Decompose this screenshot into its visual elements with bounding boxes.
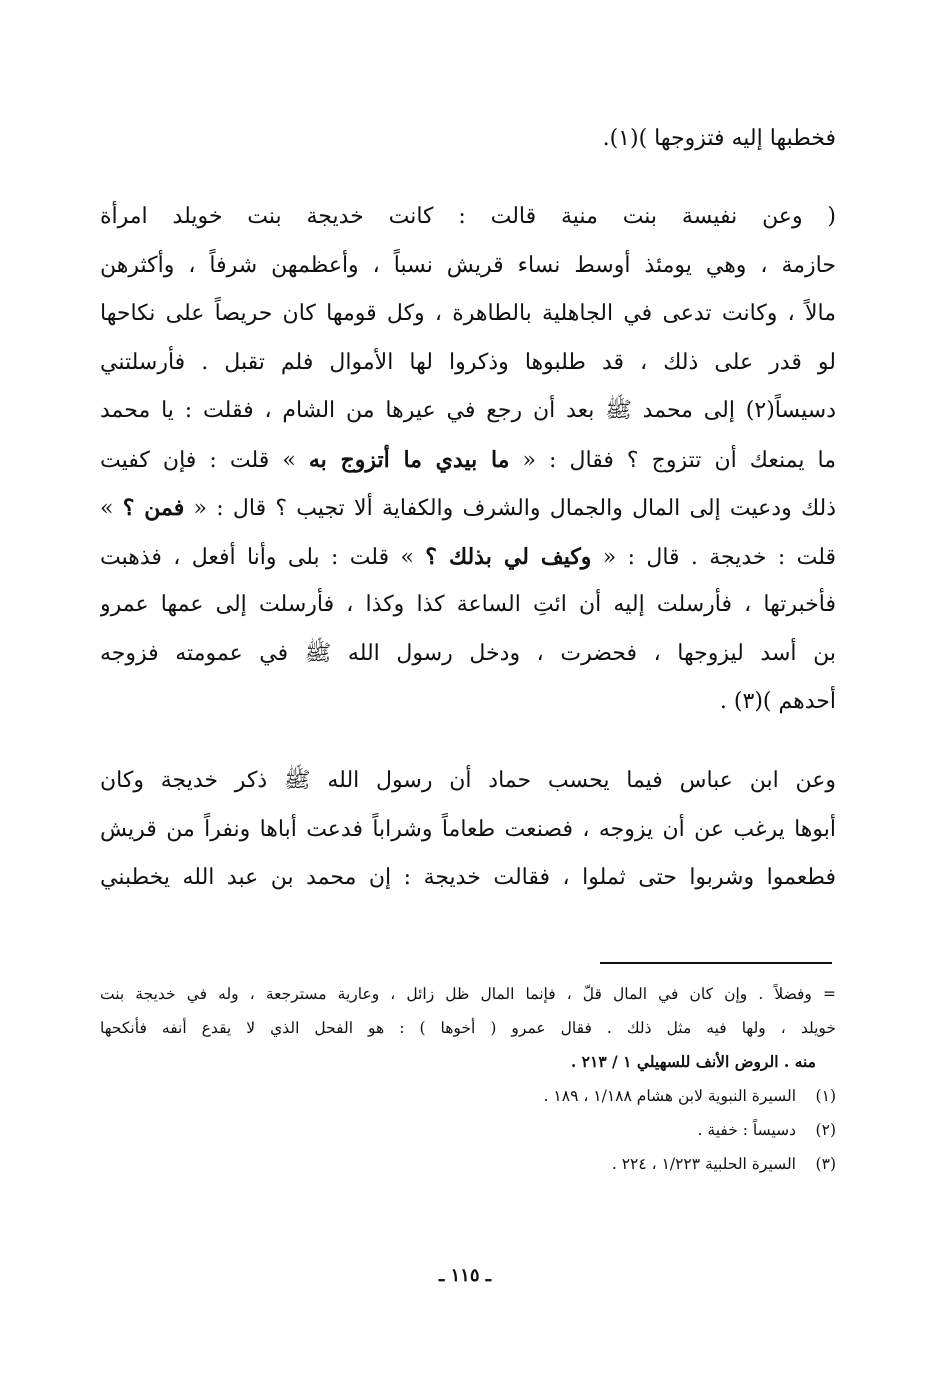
text-line	[100, 533, 836, 582]
text-line: دسيساً(٢) إلى محمد ﷺ بعد أن رجع في عيرها من الشام ، فقلت : يا محمد	[100, 398, 836, 423]
text-line: بن أسد ليزوجها ، فحضرت ، ودخل رسول الله ﷺ في عمومته فزوجه	[100, 640, 836, 666]
footnote-number: (٢)	[815, 1121, 836, 1139]
paragraph-2	[100, 193, 836, 727]
footnote-continued-line: = وفضلاً . وإن كان في المال قلّ ، فإنما المال ظل زائل ، وعارية مسترجعة ، وله في خديجة بنت	[100, 985, 836, 1003]
text-segment: ما يمنعك أن تتزوج ؟ فقال : «	[509, 447, 836, 473]
page-number: ـ ١١٥ ـ	[438, 1265, 492, 1286]
text-line: حازمة ، وهي يومئذ أوسط نساء قريش نسباً ، وأعظمهن شرفاً ، وأكثرهن	[100, 252, 836, 278]
text-line: فأخبرتها ، فأرسلت إليه أن ائتِ الساعة كذا وكذا ، فأرسلت إلى عمها عمرو	[100, 592, 836, 617]
paragraph-1	[100, 115, 836, 164]
text-line	[100, 484, 836, 533]
text-line: وعن ابن عباس فيما يحسب حماد أن رسول الله ﷺ ذكر خديجة وكان	[100, 768, 836, 793]
quoted-speech: وكيف لي بذلك ؟	[425, 543, 592, 570]
text-segment: » قلت : بلى وأنا أفعل ، فذهبت	[100, 544, 426, 570]
text-segment: ذلك ودعيت إلى المال والجمال والشرف والكفاية ألا تجيب ؟ قال : «	[184, 496, 836, 521]
footnote-text: السيرة النبوية لابن هشام ١/١٨٨ ، ١٨٩ .	[543, 1087, 796, 1105]
footnote-2	[100, 1113, 836, 1147]
text-line: فطعموا وشربوا حتى ثملوا ، فقالت خديجة : إن محمد بن عبد الله يخطبني	[100, 865, 836, 890]
footnote-1	[100, 1079, 836, 1113]
footnote-separator	[600, 962, 832, 964]
text-segment: قلت : خديجة . قال : «	[591, 544, 836, 570]
footnotes	[100, 977, 836, 1181]
text-line: أحدهم )(٣) .	[719, 689, 836, 714]
footnote-text: السيرة الحلبية ١/٢٢٣ ، ٢٢٤ .	[611, 1155, 796, 1173]
quoted-speech: ما بيدي ما أتزوج به	[308, 446, 510, 473]
text-line: ( وعن نفيسة بنت منية قالت : كانت خديجة بنت خويلد امرأة	[100, 204, 836, 229]
text-segment: »	[100, 496, 123, 521]
footnote-3	[100, 1147, 836, 1181]
text-segment: » قلت : فإن كفيت	[100, 447, 309, 473]
footnote-number: (١)	[815, 1087, 836, 1105]
text-line: فخطبها إليه فتزوجها )(١).	[602, 126, 836, 151]
text-line	[100, 436, 836, 485]
footnote-source-line: منه . الروض الأنف للسهيلي ١ / ٢١٣ .	[570, 1052, 816, 1071]
text-line: مالاً ، وكانت تدعى في الجاهلية بالطاهرة ، وكل قومها كان حريصاً على نكاحها	[100, 301, 836, 326]
footnote-text: دسيساً : خفية .	[697, 1121, 796, 1139]
paragraph-3	[100, 757, 836, 903]
footnote-continued-line: خويلد ، ولها فيه مثل ذلك . فقال عمرو ( أخوها ) : هو الفحل الذي لا يقدع أنفه فأنكحها	[100, 1019, 836, 1037]
footnote-number: (٣)	[815, 1155, 836, 1173]
quoted-speech: فمن ؟	[122, 495, 185, 521]
text-line: أبوها يرغب عن أن يزوجه ، فصنعت طعاماً وشراباً فدعت أباها ونفراً من قريش	[100, 816, 836, 842]
text-line: لو قدر على ذلك ، قد طلبوها وذكروا لها الأموال فلم تقبل . فأرسلتني	[100, 349, 836, 375]
